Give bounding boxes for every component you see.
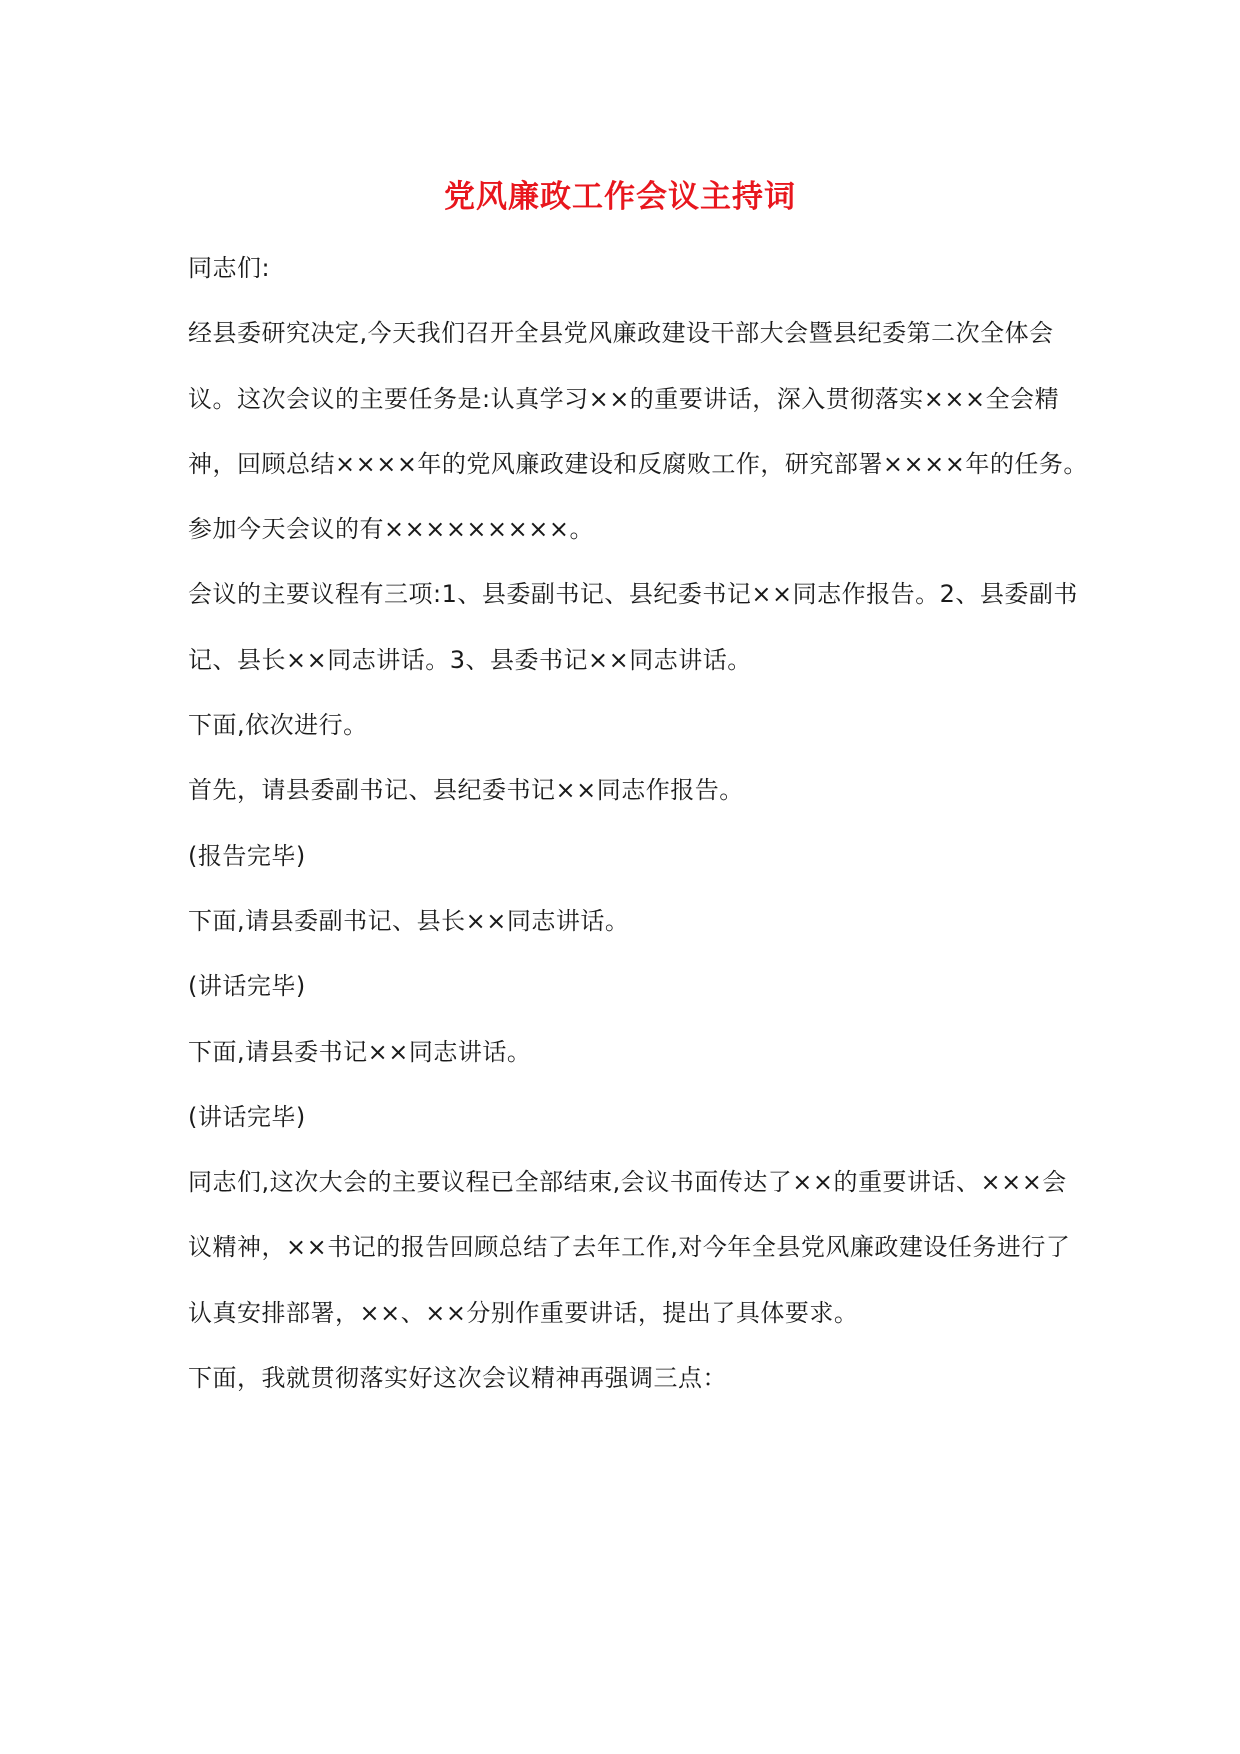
paragraph-report-finished: (报告完毕) [188,841,306,870]
paragraph-first-report: 首先，请县委副书记、县纪委书记××同志作报告。 [188,776,744,805]
paragraph-speech-finished-1: (讲话完毕) [188,972,306,1001]
paragraph-salutation: 同志们: [188,254,271,282]
paragraph-emphasis: 下面，我就贯彻落实好这次会议精神再强调三点： [188,1364,727,1393]
document-body [188,236,1088,1411]
paragraph-meeting-purpose: 经县委研究决定,今天我们召开全县党风廉政建设干部大会暨县纪委第二次全体会议。这次会议的主要任务是:认真学习××的重要讲话，深入贯彻落实×××全会精神，回顾总结××××年的党风廉政建设和反腐败工作，研究部署××××年的任务。 [188,319,1088,478]
paragraph-summary: 同志们,这次大会的主要议程已全部结束,会议书面传达了××的重要讲话、×××会议精神，××书记的报告回顾总结了去年工作,对今年全县党风廉政建设任务进行了认真安排部署，××、××分别作重要讲话，提出了具体要求。 [188,1168,1071,1327]
paragraph-secretary-speech: 下面,请县委书记××同志讲话。 [188,1037,532,1066]
paragraph-proceed: 下面,依次进行。 [188,711,368,740]
paragraph-speech-finished-2: (讲话完毕) [188,1102,306,1131]
document-title: 党风廉政工作会议主持词 [444,179,796,215]
paragraph-attendees: 参加今天会议的有×××××××××。 [188,515,594,544]
paragraph-county-head-speech: 下面,请县委副书记、县长××同志讲话。 [188,906,630,935]
paragraph-agenda: 会议的主要议程有三项:1、县委副书记、县纪委书记××同志作报告。2、县委副书记、县长××同志讲话。3、县委书记××同志讲话。 [188,580,1078,674]
